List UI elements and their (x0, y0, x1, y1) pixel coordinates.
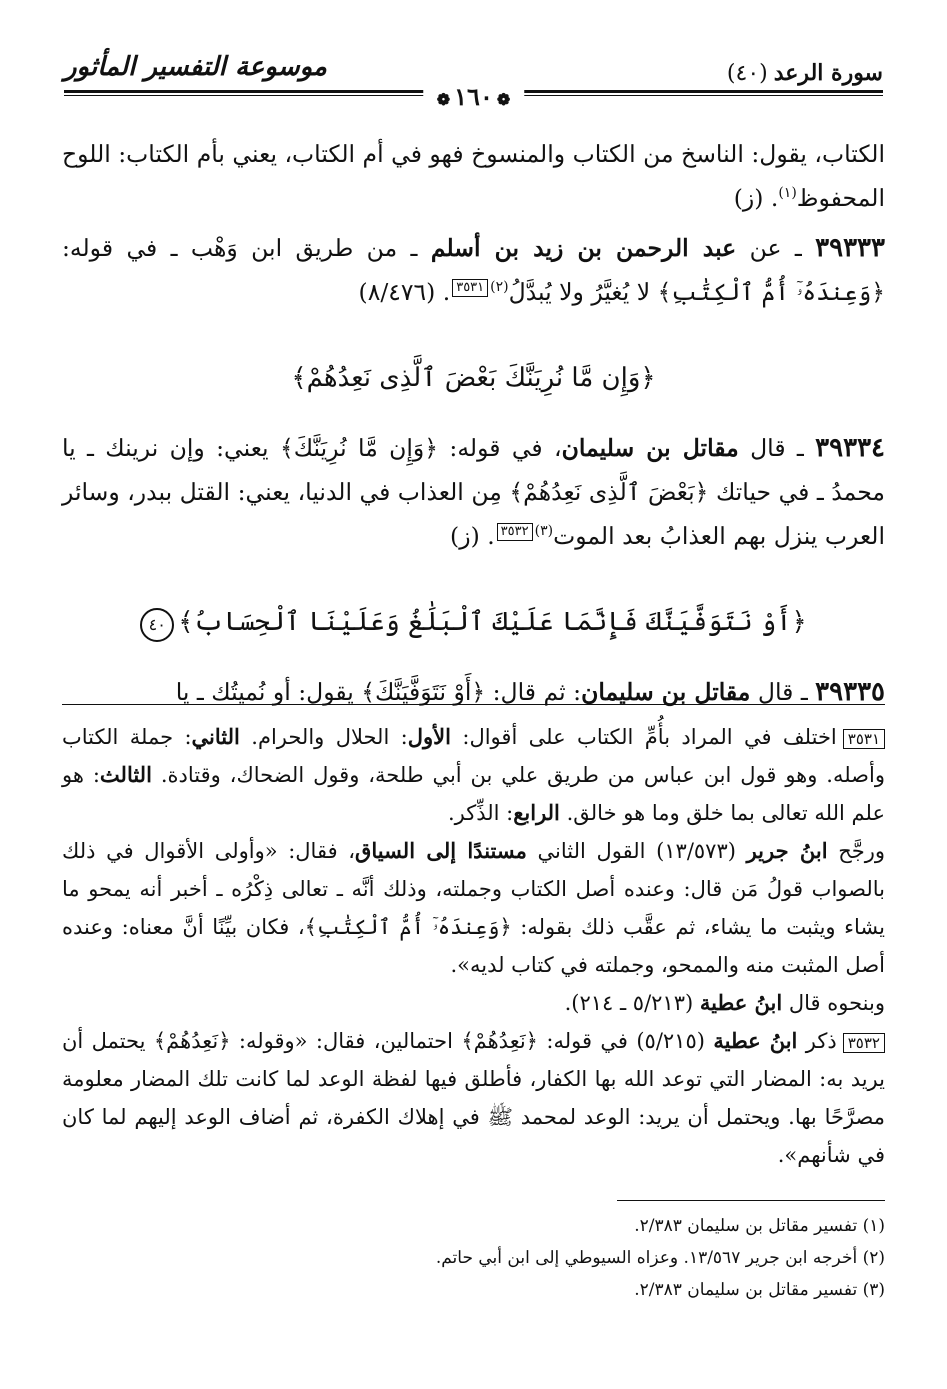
quran-quote: ﴿نَعِدُهُمْ﴾ (461, 1029, 538, 1053)
ornament-icon: ❁ (436, 90, 451, 109)
footnote-3: (٣) تفسير مقاتل بن سليمان ٢/٣٨٣. (634, 1280, 885, 1300)
label: الثاني (191, 724, 240, 749)
notes-divider (62, 704, 885, 705)
text: يقول: أو نُميتُك ـ يا (175, 678, 362, 706)
quran-quote: ﴿وَإِن مَّا نُرِيَنَّكَ﴾ (279, 434, 439, 462)
note-tarjih (62, 832, 885, 984)
verse-text: ﴿أَوْ نَتَوَفَّيَنَّكَ فَإِنَّمَا عَلَيْكَ ٱلْبَلَٰغُ وَعَلَيْنَا ٱلْحِسَابُ﴾ (178, 607, 807, 637)
label: مستندًا إلى السياق (355, 838, 527, 863)
text: . (ز) (733, 184, 779, 212)
narrator-name: عبد الرحمن بن زيد بن أسلم (430, 234, 737, 262)
entry-39334 (62, 426, 885, 558)
text: . (ز) (450, 522, 495, 550)
surah-number: (٤٠) (726, 61, 768, 86)
text: ، فقال: «وأولى الأقوال في ذلك بالصواب قولُ مَن قال: وعنده أصل الكتاب وجملته، وذلك أنَّه ـ تعالى ذِكْرُه ـ أخبر أنه يمحو ما يشاء ويثبت ما يشاء، ثم عقَّب ذلك بقوله: (62, 839, 886, 939)
page-number-block (423, 82, 524, 111)
footnote-ref: (١) (778, 185, 797, 202)
text: احتمالين، فقال: «وقوله: (230, 1029, 462, 1053)
scholar-name: ابنُ عطية (699, 990, 783, 1015)
entry-number: ٣٩٣٣٤ (815, 433, 885, 463)
text: ـ من طريق ابن وَهْب ـ في قوله: (62, 234, 431, 262)
commentary-notes (62, 718, 885, 1174)
scholar-name: ابنُ جرير (746, 838, 828, 863)
note-number-box: ٣٥٣٢ (843, 1033, 885, 1053)
text: ، في قوله: (438, 434, 562, 462)
text: ذكر (797, 1029, 837, 1053)
footnotes (62, 1210, 885, 1306)
scholar-name: ابنُ عطية (713, 1028, 798, 1053)
text: : هو علم الله تعالى بما خلق وما هو خالق. (62, 763, 885, 825)
entry-39333 (62, 226, 885, 314)
entry-39335 (62, 670, 885, 714)
footnote-ref: (٢) (490, 279, 509, 296)
label: الثالث (99, 762, 152, 787)
quran-quote: ﴿وَعِندَهُۥٓ أُمُّ ٱلْكِتَٰبِ﴾ (304, 915, 512, 939)
note-3531 (62, 718, 885, 832)
text: مِن العذاب في الدنيا، يعني: القتل ببدر، وسائر العرب ينزل بهم العذابُ بعد الموت (62, 478, 885, 550)
verse-heading (62, 600, 885, 644)
text: اختلف في المراد بأُمِّ الكتاب على أقوال: (450, 725, 837, 749)
text: ـ قال (738, 434, 816, 462)
text: (١٣/٥٧٣) القول الثاني (526, 839, 747, 863)
text: (٥/٢١٣ ـ ٢١٤). (564, 991, 700, 1015)
note-similar (62, 984, 885, 1022)
quran-quote: ﴿نَعِدُهُمْ﴾ (153, 1029, 231, 1053)
text: : جملة الكتاب وأصله. وهو قول ابن عباس من طريق علي بن أبي طلحة، وقول الضحاك، وقتادة. (62, 725, 885, 787)
entry-number: ٣٩٣٣٥ (815, 677, 885, 707)
text: يحتمل أن يريد به: المضار التي توعد الله بها الكفار، فأطلق فيها لفظة الوعد لما كانت تلك المضار معلومة مصرَّحًا بها. ويحتمل أن يريد: الوعد لمحمد ﷺ في إهلاك الكفرة، ثم أضاف الوعد إليهم لما كان في شأنهم». (62, 1029, 885, 1167)
text: ـ عن (736, 234, 816, 262)
verse-heading: ﴿وَإِن مَّا نُرِيَنَّكَ بَعْضَ ٱلَّذِى نَعِدُهُمْ﴾ (291, 363, 656, 393)
entry-number: ٣٩٣٣٣ (815, 233, 885, 263)
text: وبنحوه قال (782, 991, 885, 1015)
note-ref-box: ٣٥٣١ (452, 279, 488, 297)
footnote-ref: (٣) (534, 523, 554, 540)
footnotes-divider (617, 1200, 885, 1201)
note-3532 (62, 1022, 885, 1174)
text: : الذِّكر. (447, 801, 514, 825)
narrator-name: مقاتل بن سليمان (581, 678, 751, 706)
quran-quote: ﴿وَعِندَهُۥٓ أُمُّ ٱلْكِتَٰبِ﴾ (657, 278, 885, 306)
note-number-box: ٣٥٣١ (843, 729, 885, 749)
text: ، فكان بيِّنًا أنَّ معناه: وعنده أصل المثبت منه والممحو، وجملته في كتاب لديه». (62, 915, 885, 977)
text: الكتاب، يقول: الناسخ من الكتاب والمنسوخ فهو في أم الكتاب، يعني بأم الكتاب: اللوح المحفوظ (62, 140, 885, 212)
book-title: موسوعة التفسير المأثور (64, 52, 327, 82)
volume-ref: . (٨/٤٧٦) (358, 278, 451, 306)
quran-quote: ﴿بَعْضَ ٱلَّذِى نَعِدُهُمْ﴾ (509, 478, 709, 506)
narrator-name: مقاتل بن سليمان (561, 434, 739, 462)
footnote-2: (٢) أخرجه ابن جرير ١٣/٥٦٧. وعزاه السيوطي إلى ابن أبي حاتم. (435, 1248, 885, 1268)
footnote-1: (١) تفسير مقاتل بن سليمان ٢/٣٨٣. (634, 1216, 885, 1236)
quran-quote: ﴿أَوْ نَتَوَفَّيَنَّكَ﴾ (361, 678, 486, 706)
main-text (62, 132, 885, 714)
page-number: ١٦٠ (454, 82, 493, 111)
label: الأول (407, 724, 451, 749)
text: يعني: وإن نرينك ـ يا محمدُ ـ في حياتك (62, 434, 885, 506)
text: لا يُغيَّرُ ولا يُبدَّلُ (508, 278, 658, 306)
ornament-icon: ❁ (496, 90, 511, 109)
text: : ثم قال: (485, 678, 582, 706)
text: (٥/٢١٥) في قوله: (537, 1029, 714, 1053)
text: ورجَّح (827, 839, 886, 863)
surah-title (727, 60, 883, 86)
paragraph-continuation (62, 132, 885, 220)
text: ـ قال (750, 678, 816, 706)
surah-name: سورة الرعد (773, 60, 883, 86)
text: : الحلال والحرام. (239, 725, 408, 749)
page-header (64, 52, 883, 111)
note-ref-box: ٣٥٣٢ (497, 523, 533, 541)
label: الرابع (513, 800, 560, 825)
verse-number-icon: ٤٠ (140, 608, 174, 642)
